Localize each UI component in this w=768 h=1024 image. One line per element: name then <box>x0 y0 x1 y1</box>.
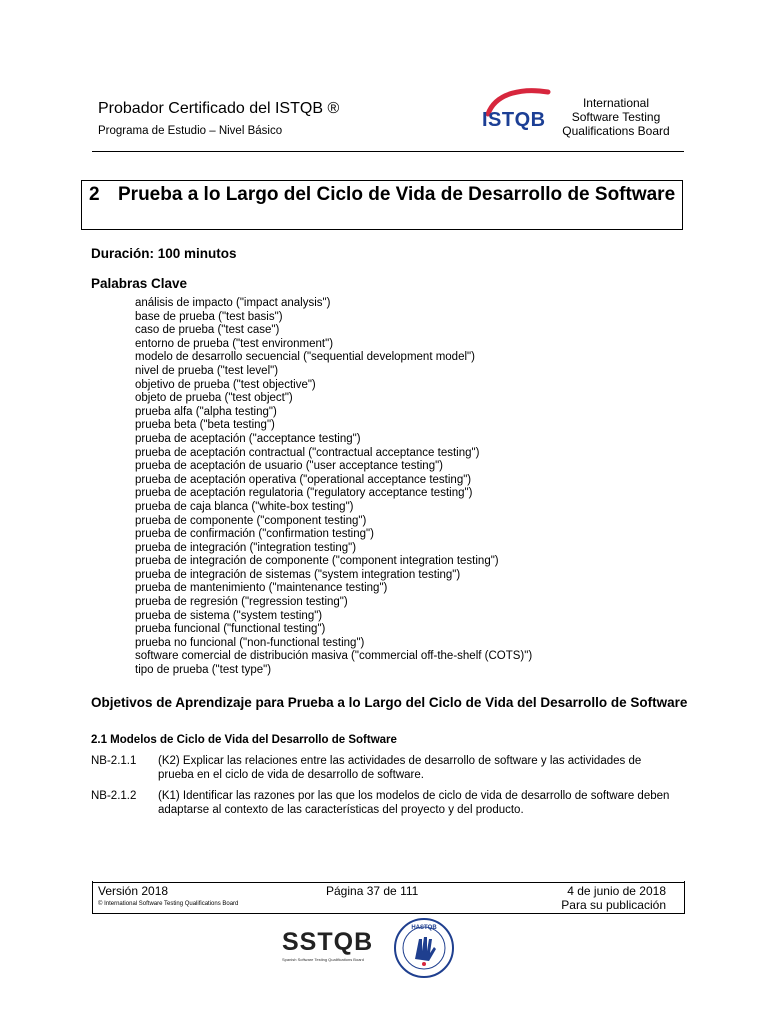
istqb-org-line: Qualifications Board <box>562 124 670 138</box>
header-divider <box>92 151 684 152</box>
hastqb-wordmark: HASTQB <box>411 925 437 931</box>
chapter-title: Prueba a lo Largo del Ciclo de Vida de Desarrollo de Software <box>118 184 676 205</box>
footer-date: 4 de junio de 2018 <box>567 884 666 898</box>
keyword-item: prueba de aceptación operativa ("operational acceptance testing") <box>135 473 472 486</box>
keyword-item: base de prueba ("test basis") <box>135 310 283 323</box>
keyword-item: objetivo de prueba ("test objective") <box>135 378 316 391</box>
objective-id: NB-2.1.1 <box>91 755 137 767</box>
keyword-item: prueba de regresión ("regression testing") <box>135 596 348 609</box>
keyword-item: prueba beta ("beta testing") <box>135 419 275 432</box>
chapter-number: 2 <box>89 184 100 205</box>
footer-right-border <box>684 881 685 914</box>
footer-copyright: © International Software Testing Qualifications Board <box>98 901 239 907</box>
keyword-item: prueba de aceptación regulatoria ("regulatory acceptance testing") <box>135 487 473 500</box>
keyword-item: prueba de sistema ("system testing") <box>135 609 323 622</box>
keyword-item: prueba no funcional ("non-functional testing") <box>135 636 365 649</box>
footer-page-number: Página 37 de 111 <box>326 884 419 898</box>
keyword-item: caso de prueba ("test case") <box>135 324 280 337</box>
keyword-item: nivel de prueba ("test level") <box>135 364 279 377</box>
header-title: Probador Certificado del ISTQB ® <box>98 100 340 117</box>
keyword-item: prueba funcional ("functional testing") <box>135 623 326 636</box>
keyword-item: prueba de caja blanca ("white-box testing") <box>135 500 354 513</box>
keyword-item: tipo de prueba ("test type") <box>135 664 272 677</box>
footer-status: Para su publicación <box>561 898 666 912</box>
sstqb-tagline: Spanish Software Testing Qualifications Board <box>282 957 364 962</box>
sstqb-wordmark: SSTQB <box>282 928 374 956</box>
keyword-item: prueba de componente ("component testing") <box>135 514 367 527</box>
keyword-item: prueba de aceptación de usuario ("user acceptance testing") <box>135 460 443 473</box>
istqb-wordmark: ISTQB <box>482 109 546 131</box>
keyword-item: software comercial de distribución masiva ("commercial off-the-shelf (COTS)") <box>135 650 533 663</box>
keyword-item: prueba alfa ("alpha testing") <box>135 405 277 418</box>
objective-id: NB-2.1.2 <box>91 790 137 802</box>
footer-left-border <box>92 881 93 914</box>
istqb-org-line: International <box>582 96 650 110</box>
keyword-item: entorno de prueba ("test environment") <box>135 337 334 350</box>
header-subtitle: Programa de Estudio – Nivel Básico <box>98 125 283 137</box>
hastqb-seal-logo <box>393 917 455 979</box>
istqb-org-name <box>555 96 677 138</box>
keyword-item: objeto de prueba ("test object") <box>135 392 293 405</box>
objective-text: (K1) Identificar las razones por las que los modelos de ciclo de vida de desarrollo de software deben adaptarse al contexto de las características del proyecto y del producto. <box>158 790 670 816</box>
footer-bottom-border <box>92 913 684 914</box>
objectives-heading: Objetivos de Aprendizaje para Prueba a lo Largo del Ciclo de Vida del Desarrollo de Software <box>91 695 688 710</box>
duration-label: Duración: 100 minutos <box>91 246 237 261</box>
keywords-heading: Palabras Clave <box>91 276 188 291</box>
keyword-item: análisis de impacto ("impact analysis") <box>135 297 331 309</box>
keyword-item: modelo de desarrollo secuencial ("sequential development model") <box>135 351 475 364</box>
keyword-item: prueba de integración ("integration testing") <box>135 541 357 554</box>
sstqb-logo <box>282 928 376 968</box>
keyword-item: prueba de integración de sistemas ("system integration testing") <box>135 568 461 581</box>
keywords-list <box>135 297 532 678</box>
footer-version: Versión 2018 <box>98 884 169 898</box>
istqb-logo <box>478 86 552 142</box>
footer-top-border <box>92 882 684 883</box>
keyword-item: prueba de aceptación ("acceptance testing") <box>135 432 361 445</box>
keyword-item: prueba de confirmación ("confirmation testing") <box>135 528 374 541</box>
keyword-item: prueba de integración de componente ("component integration testing") <box>135 555 499 568</box>
keyword-item: prueba de mantenimiento ("maintenance testing") <box>135 582 388 595</box>
section-heading: 2.1 Modelos de Ciclo de Vida del Desarrollo de Software <box>91 734 397 746</box>
keyword-item: prueba de aceptación contractual ("contractual acceptance testing") <box>135 446 480 459</box>
objective-text: (K2) Explicar las relaciones entre las actividades de desarrollo de software y las actividades de prueba en el ciclo de vida de desarrollo de software. <box>158 755 642 781</box>
istqb-org-line: Software Testing <box>571 110 661 124</box>
